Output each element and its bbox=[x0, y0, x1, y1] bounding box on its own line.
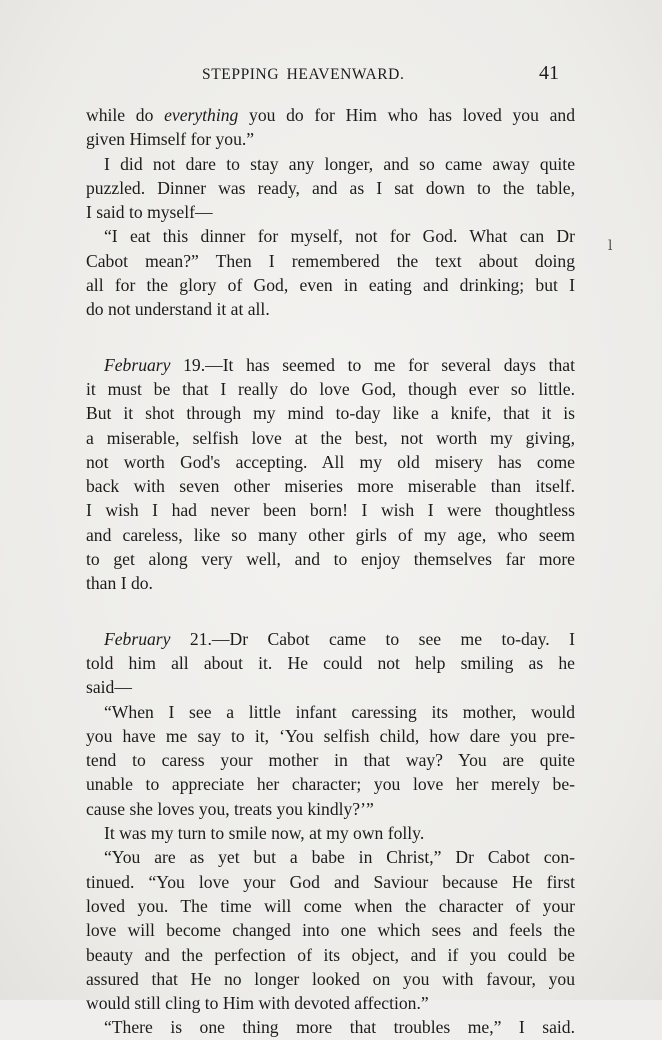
text-line: “You are as yet but a babe in Christ,” Dr Cabot con- bbox=[104, 847, 575, 868]
text-line: beauty and the perfection of its object, and if you could be bbox=[86, 944, 575, 965]
text-line: unable to appreciate her character; you love her merely be- bbox=[86, 774, 575, 795]
text-line: It was my turn to smile now, at my own folly. bbox=[104, 823, 425, 844]
body-text bbox=[86, 103, 575, 1040]
text-line: Cabot mean?” Then I remembered the text about doing bbox=[86, 250, 575, 271]
text-line: and careless, like so many other girls of my age, who seem bbox=[86, 524, 575, 545]
italic-text: February bbox=[104, 354, 171, 375]
text-line bbox=[86, 103, 575, 127]
text-line: cause she loves you, treats you kindly?’” bbox=[86, 798, 374, 819]
text-line: I wish I had never been born! I wish I were thoughtless bbox=[86, 500, 575, 521]
text-line: would still cling to Him with devoted affection.” bbox=[86, 993, 429, 1014]
text-line: tinued. “You love your God and Saviour because He first bbox=[86, 871, 575, 892]
text-span: while do bbox=[86, 105, 165, 125]
text-line: assured that He no longer looked on you with favour, you bbox=[86, 968, 575, 989]
text-line: I said to myself— bbox=[86, 202, 213, 223]
margin-mark: ⅼ bbox=[608, 239, 613, 254]
text-line: “There is one thing more that troubles me,” I said. bbox=[104, 1017, 575, 1038]
text-span: 21.—Dr Cabot came to see me to-day. I bbox=[170, 628, 575, 649]
text-line: But it shot through my mind to-day like a knife, that it is bbox=[86, 403, 575, 424]
text-line: all for the glory of God, even in eating and drinking; but I bbox=[86, 275, 575, 296]
text-line: puzzled. Dinner was ready, and as I sat down to the table, bbox=[86, 177, 575, 198]
paragraph-gap bbox=[86, 322, 575, 353]
text-span: 19.—It has seemed to me for several days that bbox=[170, 354, 575, 375]
text-line: given Himself for you.” bbox=[86, 129, 255, 150]
paragraph-gap bbox=[86, 596, 575, 627]
text-line: do not understand it at all. bbox=[86, 299, 270, 320]
text-line: love will become changed into one which sees and feels the bbox=[86, 920, 575, 941]
text-line: not worth God's accepting. All my old misery has come bbox=[86, 451, 575, 472]
page-number: 41 bbox=[539, 62, 559, 84]
text-line: “I eat this dinner for myself, not for God. What can Dr bbox=[104, 226, 575, 247]
text-line: back with seven other miseries more miserable than itself. bbox=[86, 476, 575, 497]
text-line: loved you. The time will come when the character of your bbox=[86, 895, 575, 916]
text-span: you do for Him who has loved you and bbox=[238, 105, 575, 125]
running-head: STEPPING HEAVENWARD. bbox=[202, 66, 405, 83]
text-line: said— bbox=[86, 677, 132, 698]
page-header bbox=[0, 62, 662, 94]
text-line: told him all about it. He could not help smiling as he bbox=[86, 652, 575, 673]
text-line: to get along very well, and to enjoy themselves far more bbox=[86, 549, 575, 570]
text-line: tend to caress your mother in that way? You are quite bbox=[86, 750, 575, 771]
italic-text: everything bbox=[164, 105, 239, 125]
text-line: I did not dare to stay any longer, and so came away quite bbox=[104, 153, 575, 174]
text-line: than I do. bbox=[86, 573, 153, 594]
text-line bbox=[86, 627, 575, 651]
italic-text: February bbox=[104, 628, 171, 649]
text-line: a miserable, selfish love at the best, not worth my giving, bbox=[86, 427, 575, 448]
text-line bbox=[86, 353, 575, 377]
text-line: it must be that I really do love God, though ever so little. bbox=[86, 378, 575, 399]
text-line: “When I see a little infant caressing its mother, would bbox=[104, 701, 575, 722]
text-line: you have me say to it, ‘You selfish child, how dare you pre- bbox=[86, 725, 575, 746]
